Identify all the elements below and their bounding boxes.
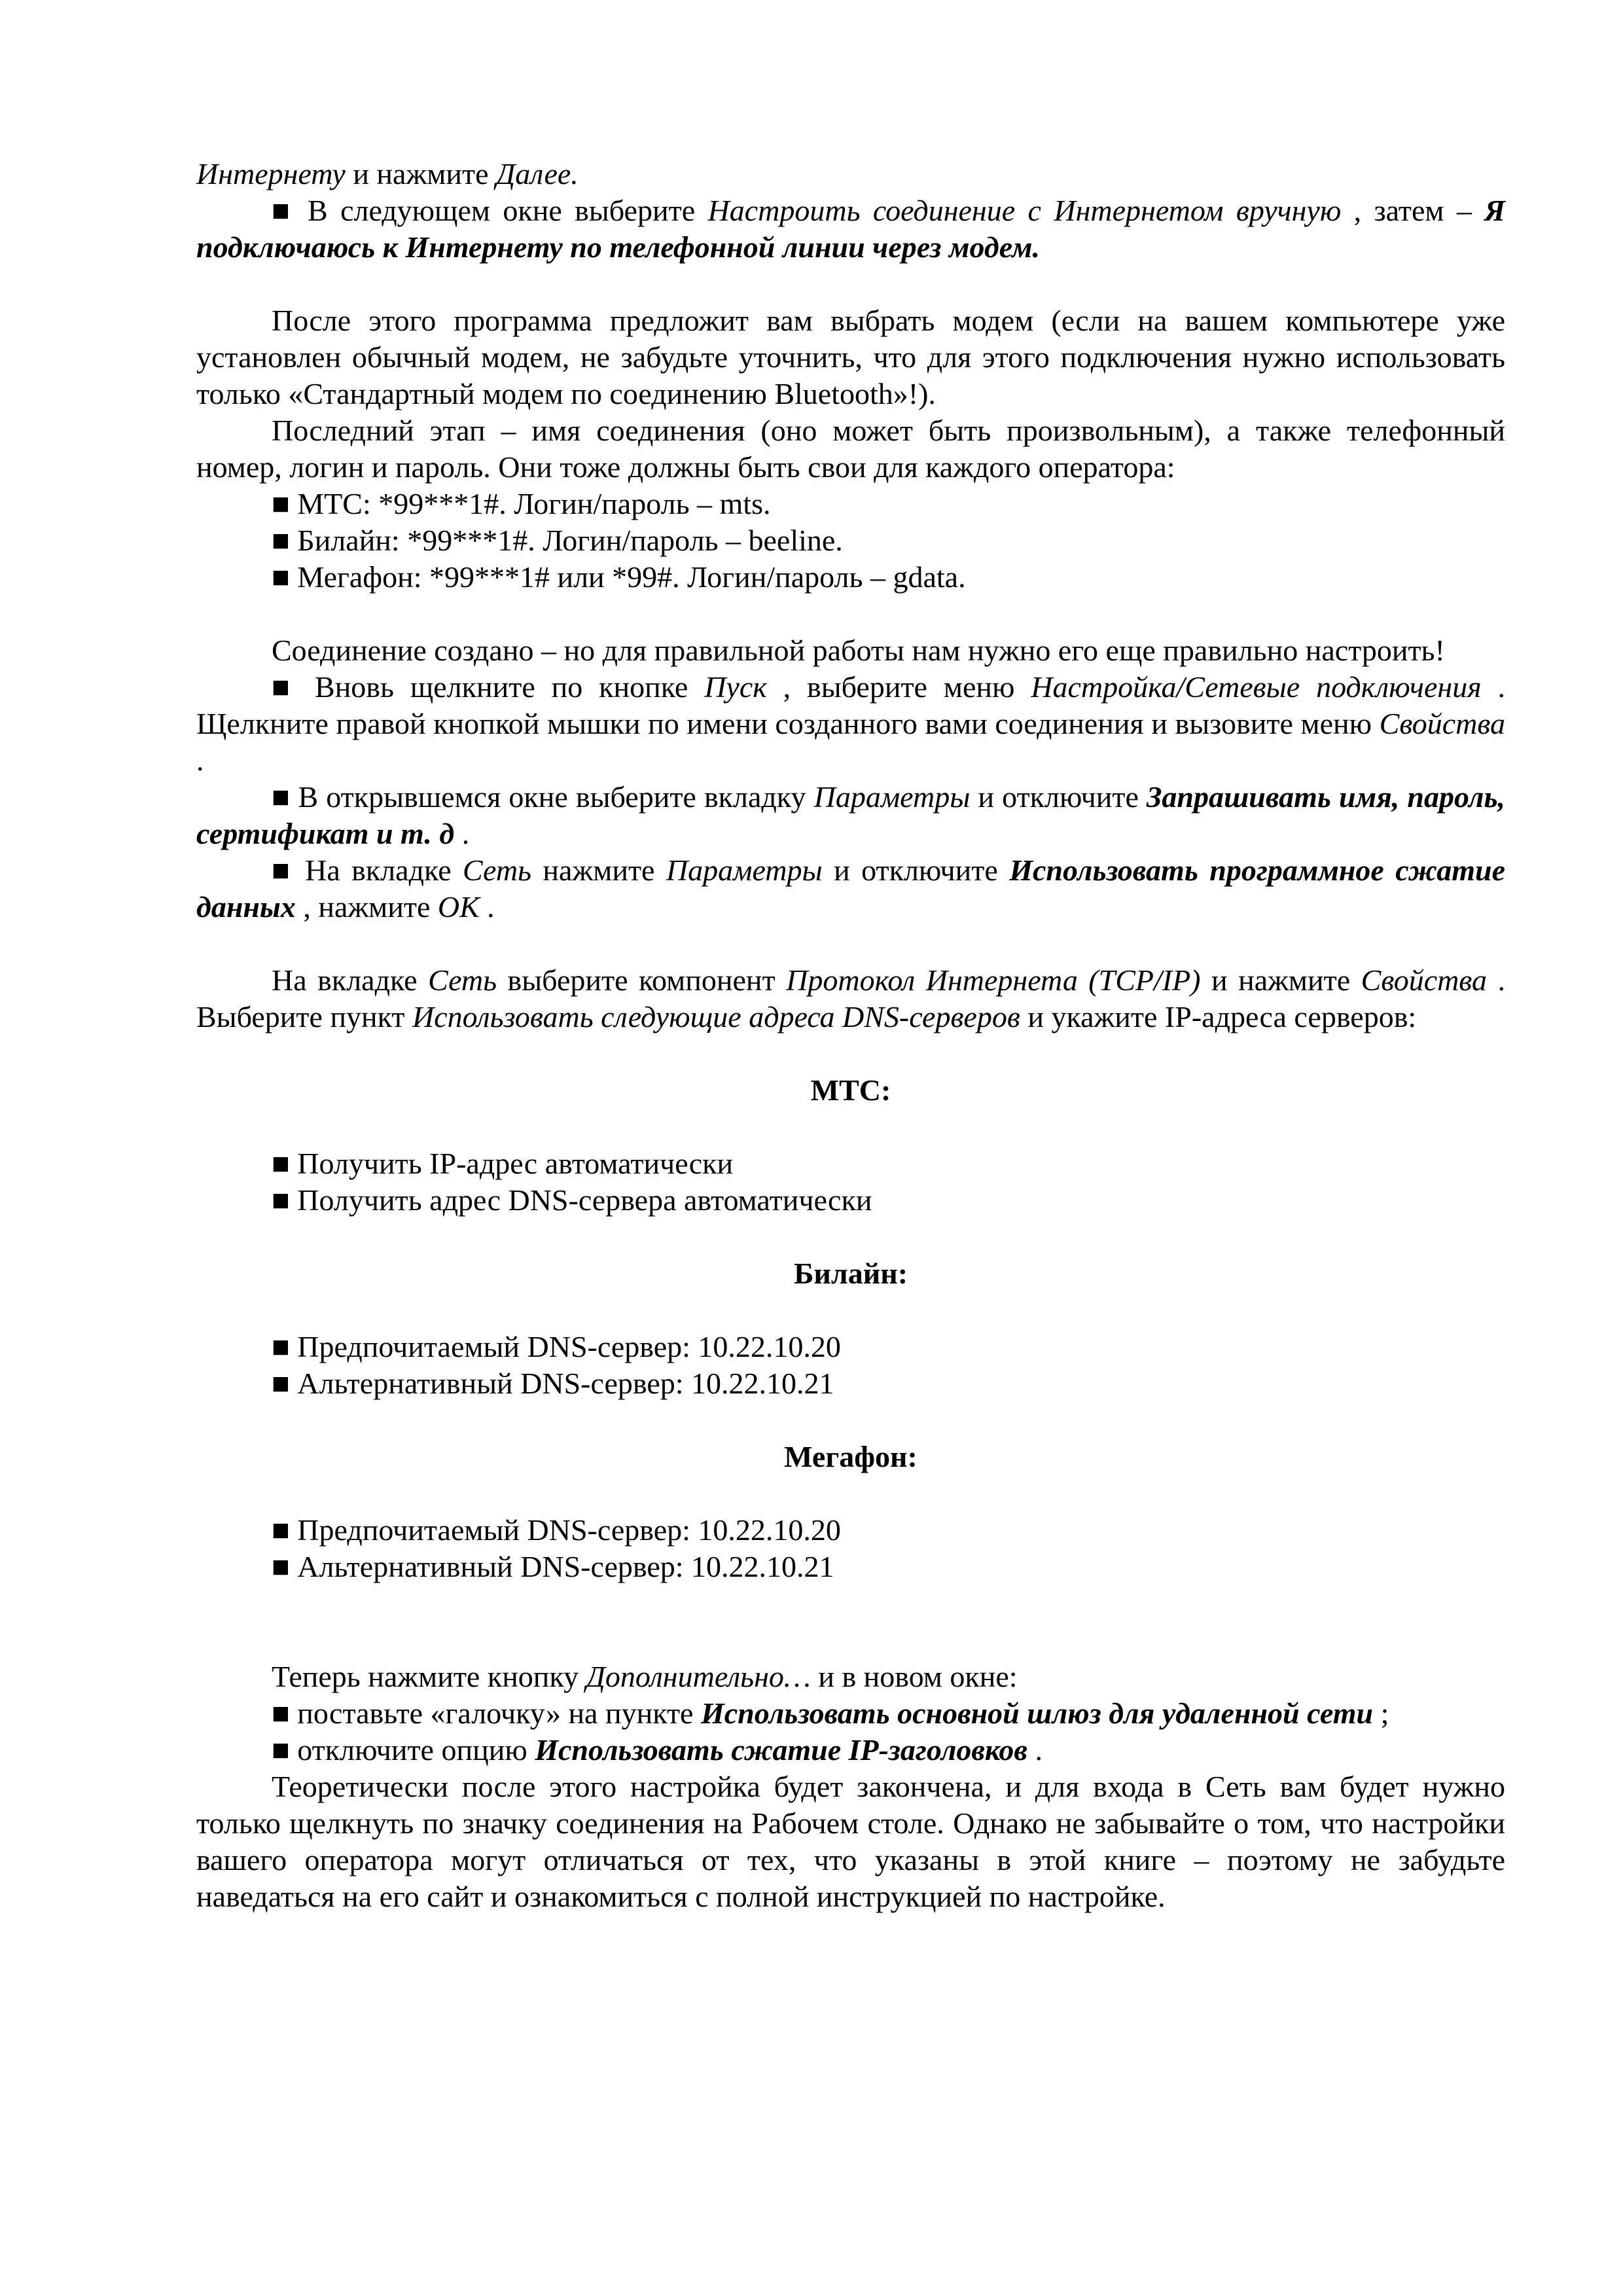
text-run: Теоретически после этого настройка будет закончена, и для входа в Сеть вам будет нужно только щелкнуть по значку соединения на Рабочем столе. Однако не забывайте о том, что настройки вашего оператора могут отличаться от тех, что указаны в этой книге – поэтому не забудьте наведаться на его сайт и ознакомиться с полной инструкцией по настройке. [196,1770,1505,1913]
text-run: . Выберите пункт [196,963,1506,1033]
text-run: ■ В открывшемся окне выберите вкладку [272,780,814,814]
text-run: ■ Вновь щелкните по кнопке [272,670,705,704]
bullet-item [196,486,1505,522]
text-run: и отключите [822,853,1010,887]
bullet-item [196,1549,1505,1585]
text-run: . [1027,1733,1043,1767]
text-run: ■ В следующем окне выберите [272,194,708,227]
text-run: ОК [437,890,480,924]
text-run: и отключите [970,780,1147,814]
text-run: Параметры [813,780,971,814]
text-run: Сеть [428,963,497,997]
text-run: Использовать программное сжатие данных [196,853,1505,924]
heading-text: Мегафон: [784,1440,918,1473]
text-run: Использовать основной шлюз для удаленной сети [700,1696,1374,1730]
text-run: ■ поставьте «галочку» на пункте [272,1696,701,1730]
text-run: , затем – [1341,194,1485,227]
text-run: Запрашивать имя, пароль, сертификат и т. д [196,780,1505,850]
bullet-item [196,192,1505,266]
text-run: . Щелкните правой кнопкой мышки по имени созданного вами соединения и вызовите меню [196,670,1505,740]
text-run: . [454,817,470,850]
text-run: . [479,890,495,924]
bullet-item [196,852,1505,925]
text-run: ■ Предпочитаемый DNS-сервер: 10.22.10.20 [272,1513,841,1547]
text-run: Параметры [666,853,823,887]
text-run: ■ Получить IP-адрес автоматически [272,1147,734,1180]
text-run: нажмите [531,853,666,887]
text-run: После этого программа предложит вам выбрать модем (если на вашем компьютере уже установлен обычный модем, не забудьте уточнить, что для этого подключения нужно использовать только «Стандартный модем по соединению Bluetooth»!). [196,304,1505,410]
text-run: Протокол Интернета (TCP/IP) [786,963,1201,997]
bullet-item [196,559,1505,596]
text-run: Пуск [704,670,767,704]
text-run: , выберите меню [766,670,1031,704]
text-run: ■ Альтернативный DNS-сервер: 10.22.10.21 [272,1367,834,1400]
text-run: и укажите IP-адреса серверов: [1020,1000,1417,1033]
bullet-item [196,1182,1505,1219]
paragraph [196,1659,1505,1695]
paragraph [196,1768,1505,1915]
text-run: ■ Получить адрес DNS-сервера автоматически [272,1183,872,1217]
heading-text: МТС: [810,1073,891,1107]
bullet-item [196,1512,1505,1549]
heading-megafon [196,1439,1505,1475]
text-run: , нажмите [295,890,438,924]
heading-text: Билайн: [793,1257,908,1290]
bullet-item [196,1329,1505,1365]
heading-beeline [196,1255,1505,1292]
text-run: ■ МТС: *99***1#. Логин/пароль – mts. [272,487,771,520]
bullet-item [196,669,1505,779]
document-text [196,156,1505,1915]
bullet-item [196,522,1505,559]
text-run: На вкладке [272,963,429,997]
text-run: ■ На вкладке [272,853,463,887]
text-run: ; [1373,1696,1389,1730]
paragraph [196,632,1505,669]
bullet-item [196,1695,1505,1732]
paragraph-continuation [196,156,1505,192]
text-run: Настроить соединение с Интернетом вручную [707,194,1342,227]
text-run: Интернету [196,157,346,190]
paragraph [196,962,1505,1035]
text-run: Сеть [463,853,531,887]
text-run: Последний этап – имя соединения (оно может быть произвольным), а также телефонный номер, логин и пароль. Они тоже должны быть свои для каждого оператора: [196,414,1505,484]
text-run: ■ Билайн: *99***1#. Логин/пароль – beeline. [272,524,843,557]
paragraph [196,412,1505,486]
text-run: ■ Мегафон: *99***1# или *99#. Логин/пароль – gdata. [272,560,966,594]
text-run: выберите компонент [497,963,787,997]
bullet-item [196,1732,1505,1768]
text-run: Далее. [496,157,579,190]
text-run: и нажмите [345,157,496,190]
text-run: ■ Предпочитаемый DNS-сервер: 10.22.10.20 [272,1330,841,1363]
text-run: Свойства [1379,707,1505,740]
text-run: Я подключаюсь к Интернету по телефонной линии через модем. [196,194,1505,264]
bullet-item [196,1145,1505,1182]
text-run: и нажмите [1200,963,1361,997]
text-run: Использовать следующие адреса DNS-серверов [412,1000,1020,1033]
text-run: Настройка/Сетевые подключения [1031,670,1482,704]
text-run: Дополнительно… [586,1660,811,1693]
text-run: Использовать сжатие IP-заголовков [535,1733,1027,1767]
heading-mts [196,1072,1505,1109]
text-run: Свойства [1361,963,1488,997]
bullet-item [196,1365,1505,1402]
text-run: ■ Альтернативный DNS-сервер: 10.22.10.21 [272,1550,834,1583]
bullet-item [196,779,1505,852]
text-run: Теперь нажмите кнопку [272,1660,586,1693]
text-run: ■ отключите опцию [272,1733,535,1767]
text-run: и в новом окне: [810,1660,1018,1693]
text-run: . [196,744,204,777]
text-run: Соединение создано – но для правильной работы нам нужно его еще правильно настроить! [272,634,1445,667]
paragraph [196,302,1505,412]
